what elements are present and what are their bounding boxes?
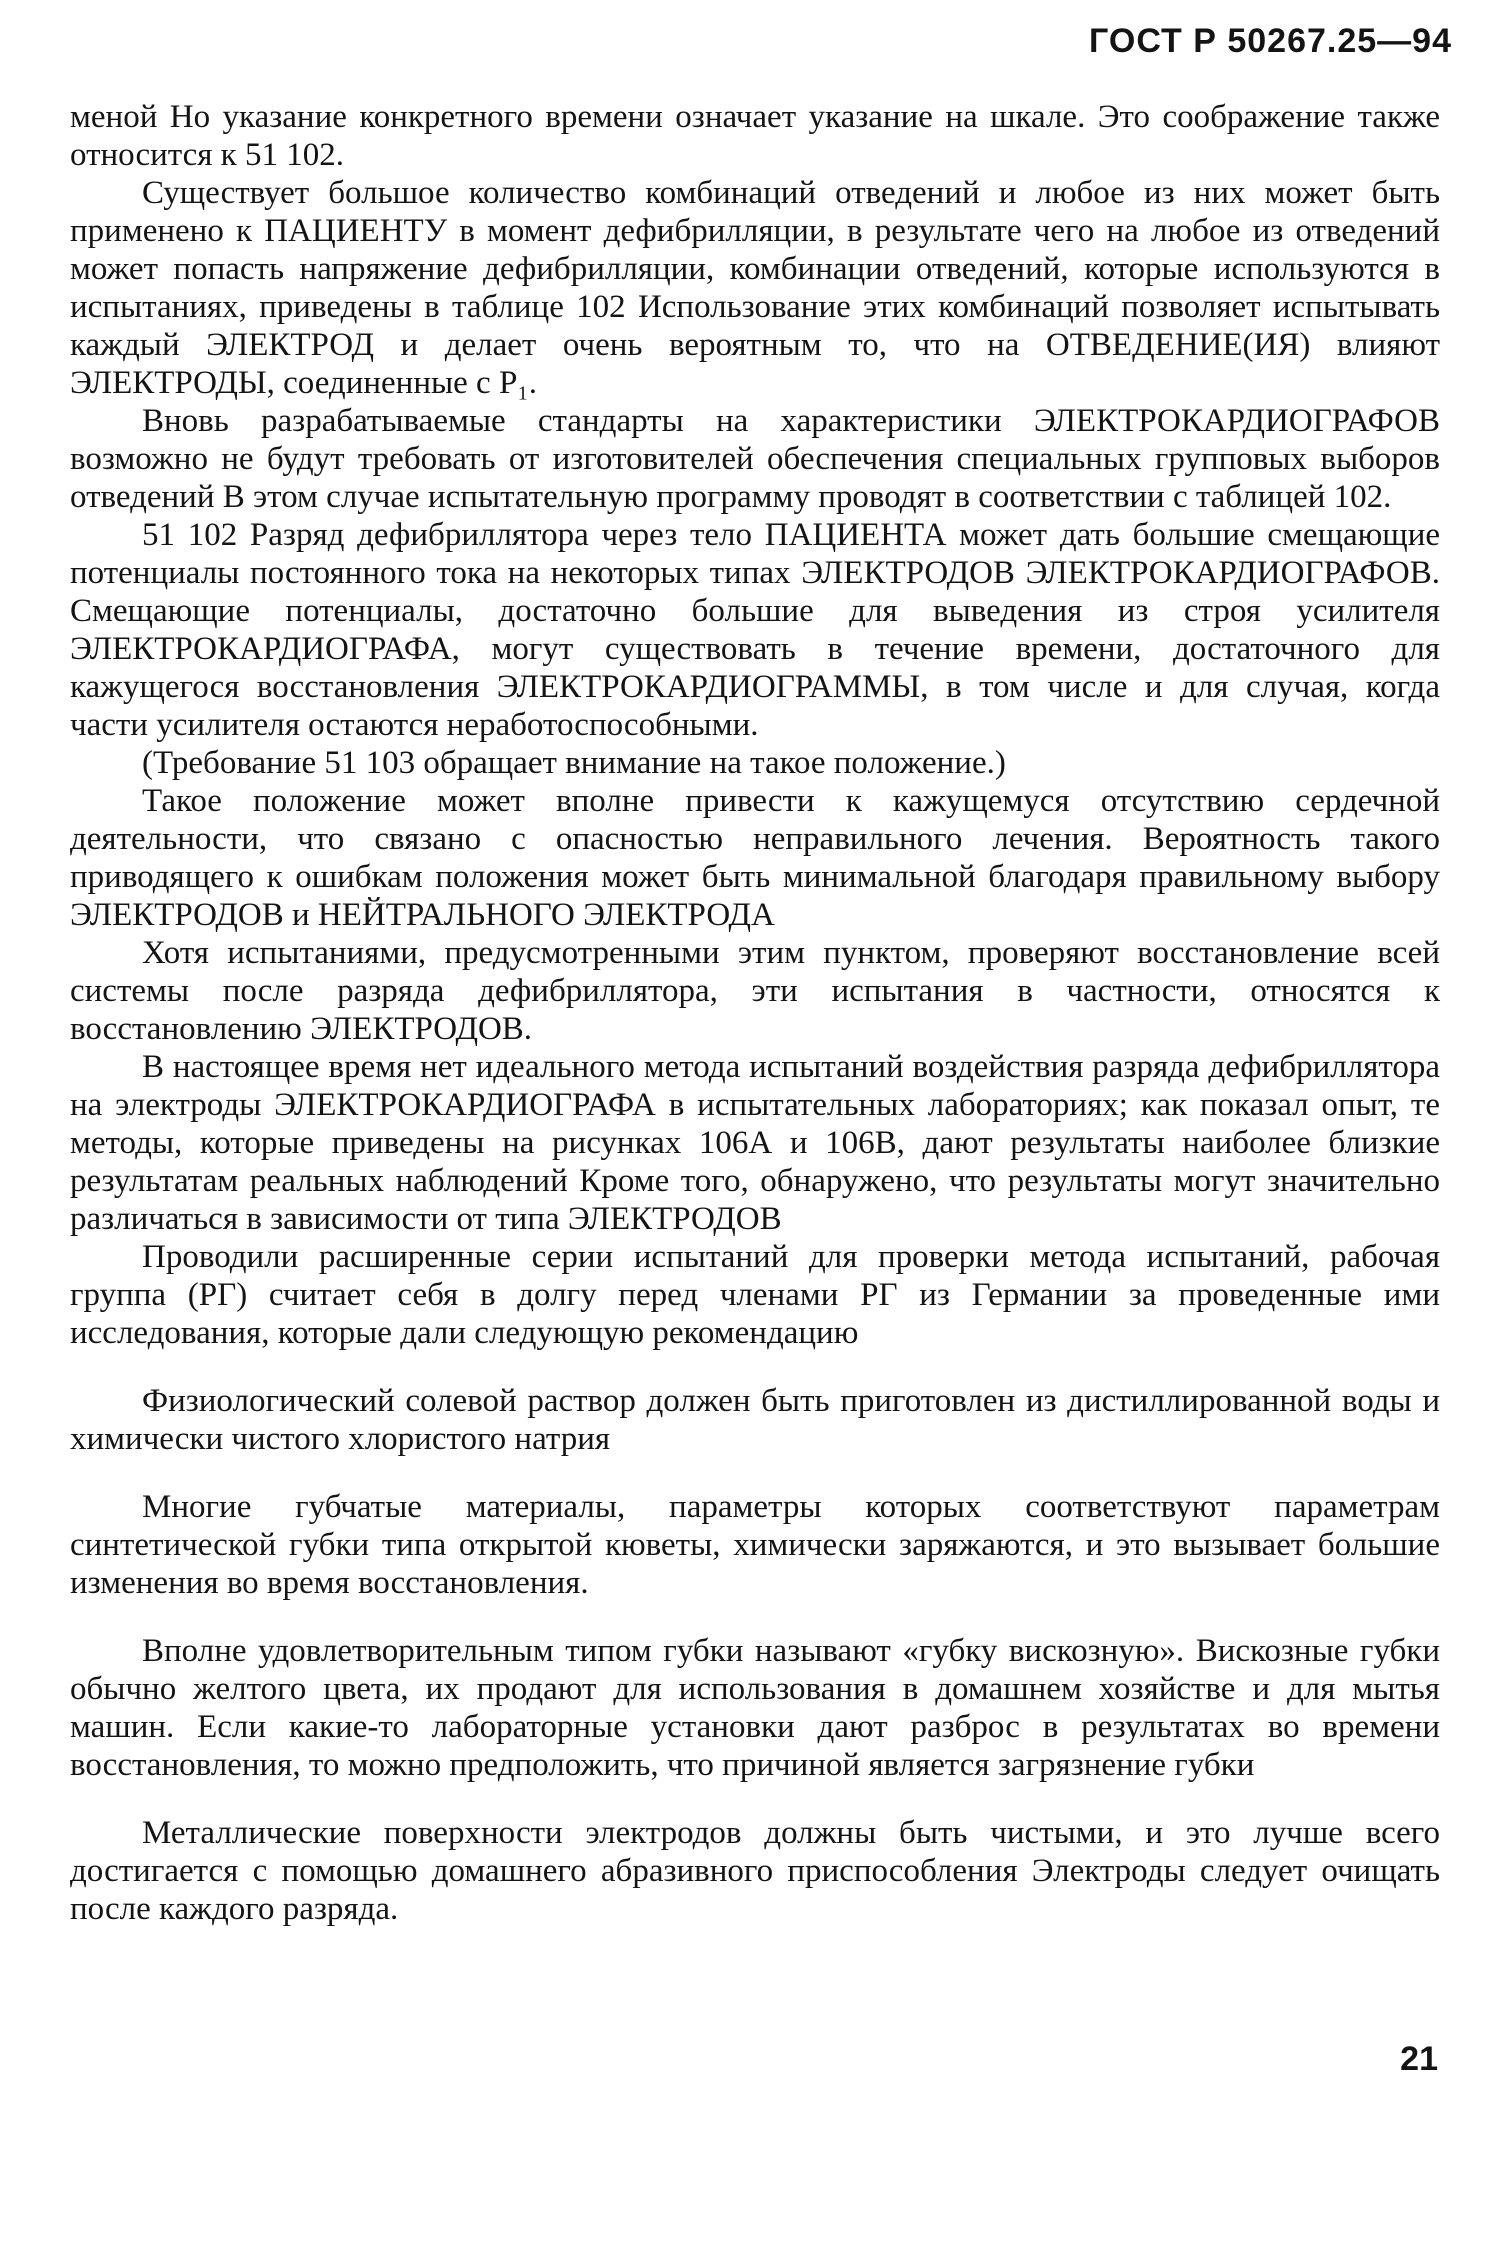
paragraph-8: В настоящее время нет идеального метода испытаний воздействия разряда дефибриллятора на электроды ЭЛЕКТРОКАРДИОГРАФА в испытательных лабораториях; как показал опыт, те методы, которые приведены на рисунках 106А и 106В, дают результаты наиболее близкие результатам реальных наблюдений Кроме того, обнаружено, что результаты могут значительно различаться в зависимости от типа ЭЛЕКТРОДОВ: [70, 1049, 1440, 1237]
document-body: [70, 98, 1440, 1928]
paragraph-3: Вновь разрабатываемые стандарты на характеристики ЭЛЕКТРОКАРДИОГРАФОВ возможно не будут требовать от изготовителей обеспечения специальных групповых выборов отведений В этом случае испытательную программу проводят в соответствии с таблицей 102.: [70, 403, 1440, 515]
paragraph-2: Существует большое количество комбинаций отведений и любое из них может быть применено к ПАЦИЕНТУ в момент дефибрилляции, в результате чего на любое из отведений может попасть напряжение дефибрилляции, комбинации отведений, которые используются в испытаниях, приведены в таблице 102 Использование этих комбинаций позволяет испытывать каждый ЭЛЕКТРОД и делает очень вероятным то, что на ОТВЕДЕНИЕ(ИЯ) влияют ЭЛЕКТРОДЫ, соединенные с P₁.: [70, 175, 1440, 401]
paragraph-10: Физиологический солевой раствор должен быть приготовлен из дистиллированной воды и химически чистого хлористого натрия: [70, 1383, 1440, 1457]
paragraph-12: Вполне удовлетворительным типом губки называют «губку вискозную». Вискозные губки обычно желтого цвета, их продают для использования в домашнем хозяйстве и для мытья машин. Если какие-то лабораторные установки дают разброс в результатах во времени восстановления, то можно предположить, что причиной является загрязнение губки: [70, 1633, 1440, 1783]
standard-header: ГОСТ Р 50267.25—94: [1089, 22, 1452, 60]
paragraph-7: Хотя испытаниями, предусмотренными этим пунктом, проверяют восстановление всей системы после разряда дефибриллятора, эти испытания в частности, относятся к восстановлению ЭЛЕКТРОДОВ.: [70, 935, 1440, 1047]
paragraph-6: Такое положение может вполне привести к кажущемуся отсутствию сердечной деятельности, что связано с опасностью неправильного лечения. Вероятность такого приводящего к ошибкам положения может быть минимальной благодаря правильному выбору ЭЛЕКТРОДОВ и НЕЙТРАЛЬНОГО ЭЛЕКТРОДА: [70, 783, 1440, 933]
paragraph-11: Многие губчатые материалы, параметры которых соответствуют параметрам синтетической губки типа открытой кюветы, химически заряжаются, и это вызывает большие изменения во время восстановления.: [70, 1489, 1440, 1601]
paragraph-4: 51 102 Разряд дефибриллятора через тело ПАЦИЕНТА может дать большие смещающие потенциалы постоянного тока на некоторых типах ЭЛЕКТРОДОВ ЭЛЕКТРОКАРДИОГРАФОВ. Смещающие потенциалы, достаточно большие для выведения из строя усилителя ЭЛЕКТРОКАРДИОГРАФА, могут существовать в течение времени, достаточного для кажущегося восстановления ЭЛЕКТРОКАРДИОГРАММЫ, в том числе и для случая, когда части усилителя остаются неработоспособными.: [70, 517, 1440, 743]
page-number: 21: [1400, 2040, 1438, 2078]
paragraph-9: Проводили расширенные серии испытаний для проверки метода испытаний, рабочая группа (РГ) считает себя в долгу перед членами РГ из Германии за проведенные ими исследования, которые дали следующую рекомендацию: [70, 1239, 1440, 1351]
paragraph-1: меной Но указание конкретного времени означает указание на шкале. Это соображение также относится к 51 102.: [70, 99, 1440, 173]
paragraph-13: Металлические поверхности электродов должны быть чистыми, и это лучше всего достигается с помощью домашнего абразивного приспособления Электроды следует очищать после каждого разряда.: [70, 1815, 1440, 1927]
paragraph-5: (Требование 51 103 обращает внимание на такое положение.): [142, 745, 1006, 781]
